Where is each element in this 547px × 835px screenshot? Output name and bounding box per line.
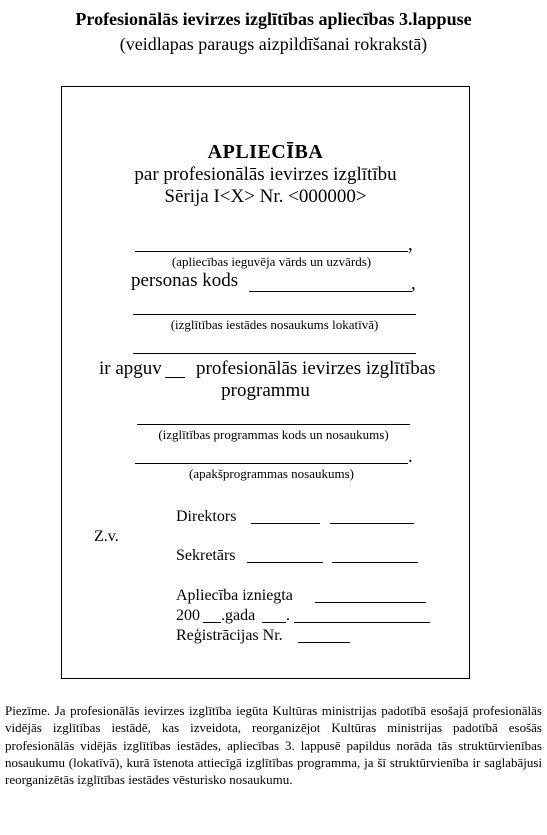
issued-line	[315, 602, 426, 603]
director-name-line	[330, 523, 414, 524]
personal-code-line	[249, 291, 412, 292]
year-blank	[203, 622, 221, 623]
completed-suffix-blank	[165, 377, 185, 378]
personal-code-comma: ,	[411, 273, 416, 294]
secretary-label: Sekretārs	[176, 547, 236, 564]
director-sign-line	[251, 523, 320, 524]
certificate-series-number: Sērija I<X> Nr. <000000>	[164, 186, 367, 207]
program-caption: (izglītības programmas kods un nosaukums)	[158, 427, 389, 442]
recipient-comma: ,	[408, 234, 413, 255]
completed-suffix: profesionālās ievirzes izglītības	[196, 358, 436, 379]
subprogram-period: .	[408, 446, 413, 467]
page-title: Profesionālās ievirzes izglītības apliecības 3.lappuse	[75, 9, 472, 29]
day-blank	[262, 622, 286, 623]
year-suffix: .gada	[221, 607, 256, 624]
institution-line	[133, 314, 416, 315]
completed-prefix: ir apguv	[99, 358, 162, 379]
program-line	[137, 424, 410, 425]
institution-caption: (izglītības iestādes nosaukums lokatīvā)	[170, 317, 379, 332]
seal-label: Z.v.	[94, 528, 119, 545]
registration-line	[298, 642, 350, 643]
month-blank	[294, 622, 430, 623]
certificate-subtitle: par profesionālās ievirzes izglītību	[134, 164, 397, 185]
footnote: Piezīme. Ja profesionālās ievirzes izglītība iegūta Kultūras ministrijas padotībā esošajā profesionālās vidējās izglītības iestādē, kas izveidota, reorganizējot Kultūras ministrijas padotībā esošās profesionālās vidējās izglītības iestādes, apliecības 3. lappusē papildus norāda tās struktūrvienības nosaukumu (lokatīvā), kurā īstenota attiecīgā izglītības programma, ja šī struktūrvienība ir saglabājusi reorganizētās izglītības iestādes vēsturisko nosaukumu.	[5, 703, 542, 788]
year-prefix: 200	[176, 607, 200, 624]
subprogram-caption: (apakšprogrammas nosaukums)	[189, 466, 354, 481]
program-word: programmu	[221, 380, 310, 401]
secretary-sign-line	[247, 562, 323, 563]
issued-label: Apliecība izniegta	[176, 587, 293, 604]
registration-label: Reģistrācijas Nr.	[176, 627, 283, 644]
certificate-title: APLIECĪBA	[207, 141, 324, 163]
page-subtitle: (veidlapas paraugs aizpildīšanai rokrakstā)	[119, 34, 428, 54]
institution-line-2	[133, 353, 416, 354]
year-dot: .	[286, 607, 290, 624]
secretary-name-line	[332, 562, 418, 563]
director-label: Direktors	[176, 508, 237, 525]
recipient-caption: (apliecības ieguvēja vārds un uzvārds)	[171, 254, 372, 269]
recipient-name-line	[135, 251, 408, 252]
personal-code-label: personas kods	[131, 270, 239, 291]
subprogram-line	[135, 463, 408, 464]
